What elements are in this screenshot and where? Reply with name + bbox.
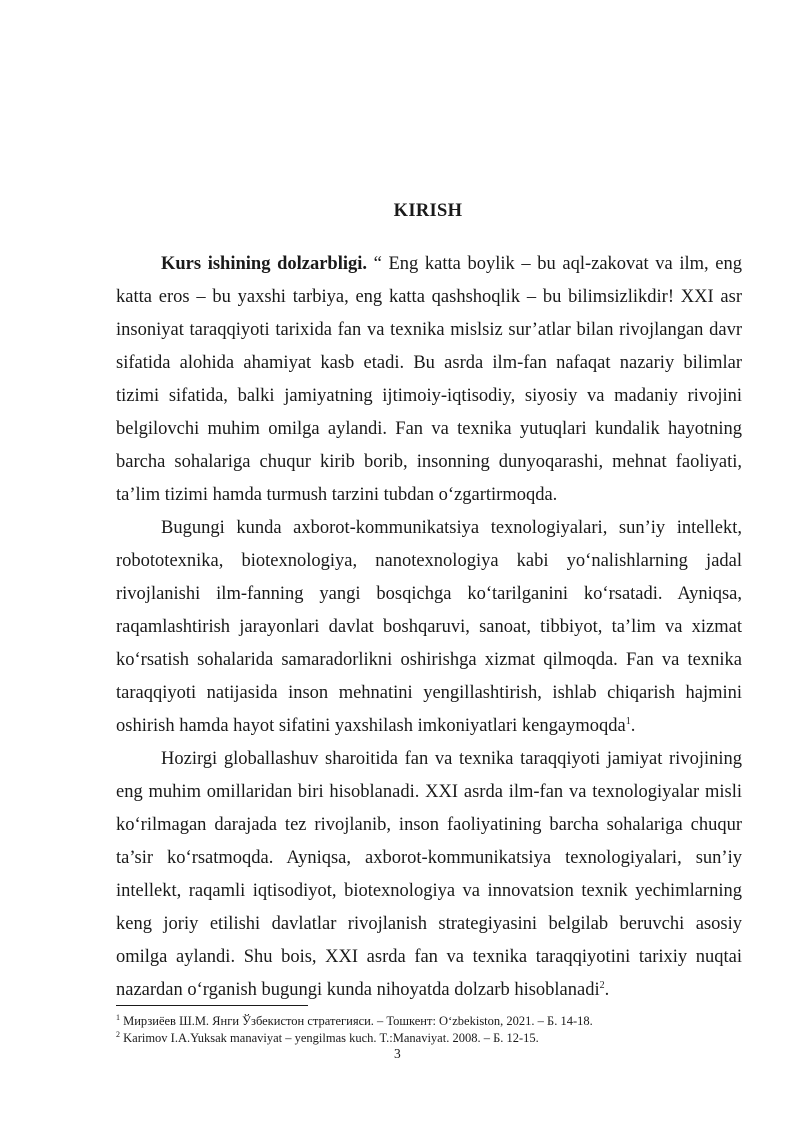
paragraph-text: Hozirgi globallashuv sharoitida fan va texnika taraqqiyoti jamiyat rivojining eng muhim omillaridan biri hisoblanadi. XXI asrda ilm-fan va texnologiyalar misli ko‘rilmagan darajada tez rivojlanib, inson faoliyatining barcha sohalariga chuqur ta’sir ko‘rsatmoqda. Ayniqsa, axborot-kommunikatsiya texnologiyalari, sun’iy intellekt, raqamli iqtisodiyot, biotexnologiya va innovatsion texnik yechimlarning keng joriy etilishi davlatlar rivojlanish strategiyasini belgilab beruvchi asosiy omilga aylandi. Shu bois, XXI asrda fan va texnika taraqqiyotini tarixiy nuqtai nazardan o‘rganish bugungi kunda nihoyatda dolzarb hisoblanadi	[116, 749, 742, 1000]
footnote-reference[interactable]: 2	[599, 979, 605, 991]
paragraph-text: “ Eng katta boylik – bu aql-zakovat va ilm, eng katta eros – bu yaxshi tarbiya, eng katta qashshoqlik – bu bilimsizlikdir! XXI asr insoniyat taraqqiyoti tarixida fan va texnika mislsiz sur’atlar bilan rivojlangan davr sifatida alohida ahamiyat kasb etadi. Bu asrda ilm-fan nafaqat nazariy bilimlar tizimi sifatida, balki jamiyatning ijtimoiy-iqtisodiy, siyosiy va madaniy rivojini belgilovchi muhim omilga aylandi. Fan va texnika yutuqlari kundalik hayotning barcha sohalariga chuqur kirib borib, insonning dunyoqarashi, mehnat faoliyati, ta’lim tizimi hamda turmush tarzini tubdan o‘zgartirmoqda.	[116, 254, 742, 505]
footnote-marker: 1	[116, 1012, 120, 1022]
footnote-text: Karimov I.A.Yuksak manaviyat – yengilmas kuch. T.:Manaviyat. 2008. – Б. 12-15.	[120, 1031, 539, 1045]
footnote	[116, 1030, 756, 1047]
paragraph-tail: .	[604, 980, 610, 1000]
paragraph-technologies	[116, 512, 742, 743]
footnote	[116, 1013, 756, 1030]
footnote-reference[interactable]: 1	[625, 715, 631, 727]
paragraph-lead: Kurs ishining dolzarbligi.	[161, 254, 368, 274]
paragraph-globalization	[116, 743, 742, 1007]
footnote-separator	[116, 1005, 308, 1006]
body-text	[116, 248, 742, 1007]
paragraph-text: Bugungi kunda axborot-kommunikatsiya texnologiyalari, sun’iy intellekt, robototexnika, biotexnologiya, nanotexnologiya kabi yo‘nalishlarning jadal rivojlanishi ilm-fanning yangi bosqichga ko‘tarilganini ko‘rsatadi. Ayniqsa, raqamlashtirish jarayonlari davlat boshqaruvi, sanoat, tibbiyot, ta’lim va xizmat ko‘rsatish sohalarida samaradorlikni oshirishga xizmat qilmoqda. Fan va texnika taraqqiyoti natijasida inson mehnatini yengillashtirish, ishlab chiqarish hajmini oshirish hamda hayot sifatini yaxshilash imkoniyatlari kengaymoqda	[116, 518, 742, 736]
paragraph-tail: .	[630, 716, 636, 736]
page-number: 3	[394, 1046, 401, 1061]
footnote-marker: 2	[116, 1029, 120, 1039]
footnotes	[116, 1013, 756, 1047]
footnote-text: Мирзиёев Ш.М. Янги Ўзбекистон стратегияси. – Тошкент: O‘zbekiston, 2021. – Б. 14-18.	[120, 1014, 593, 1028]
paragraph-relevance	[116, 248, 742, 512]
section-heading: KIRISH	[393, 201, 463, 221]
